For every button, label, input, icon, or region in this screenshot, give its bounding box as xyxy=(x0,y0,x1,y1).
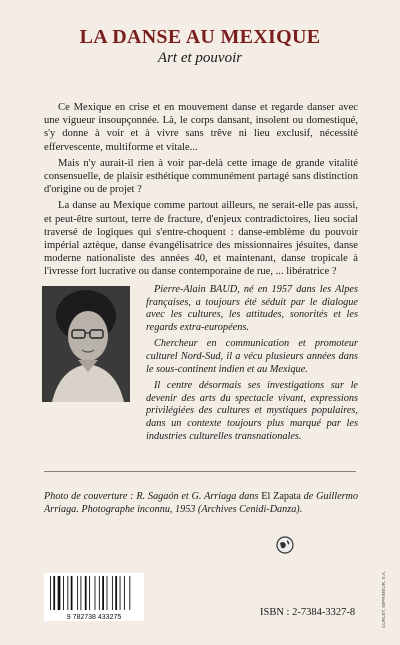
author-photo xyxy=(42,286,130,402)
barcode-number: 9 782738 433275 xyxy=(66,614,122,621)
blurb-paragraph: Ce Mexique en crise et en mouvement danse et regarde danser avec une vigueur insoupçonnée. Là, le corps dansant, insolent ou domestiqué, s'y donne à voir et à vivre sans trêve ni lieu exclusif, nécessité effervescente, multiforme et vitale... xyxy=(44,102,358,153)
author-bio xyxy=(146,284,358,447)
blurb xyxy=(44,101,358,282)
divider xyxy=(44,471,356,472)
blurb-paragraph: Mais n'y aurait-il rien à voir par-delà cette image de grande vitalité consensuelle, de plaisir esthétique communément partagé sans distinction d'origine ou de projet ? xyxy=(44,157,358,196)
credit-text: Photo de couverture : R. Sagaón et G. Arriaga dans xyxy=(44,491,262,502)
credit-film-title: El Zapata xyxy=(261,491,301,502)
credit-text: de Guillermo Arriaga. Photographe inconnu, 1953 (Archives Cenidi-Danza). xyxy=(44,491,359,515)
isbn: ISBN : 2-7384-3327-8 xyxy=(260,607,356,618)
bio-paragraph: Il centre désormais ses investigations sur le devenir des arts du spectacle vivant, expressions privilégiées des cultures et mystiques populaires, dans un contexte toujours plus marqué par les industries culturelles transnationales. xyxy=(146,380,358,442)
bio-paragraph: Pierre-Alain BAUD, né en 1957 dans les Alpes françaises, a toujours été séduit par le dialogue avec les cultures, les attitudes, sonorités et les regards extra-européens. xyxy=(146,284,358,333)
cover-photo-credit xyxy=(44,490,358,516)
book-subtitle: Art et pouvoir xyxy=(157,50,243,66)
blurb-paragraph: La danse au Mexique comme partout ailleurs, ne serait-elle pas aussi, et peut-être surtout, terre de fracture, d'enjeux contradictoires, lieu social traversé de logiques qui s'entre-choquent : danse-emblème du pouvoir impérial aztèque, danse évangélisatrice des missionnaires jésuites, danse moderne nationaliste des années 40, et maintenant, danse tropicale à l'ivresse fort lucrative ou danse contemporaine de rue, ... libératrice ? xyxy=(44,200,358,278)
bio-paragraph: Chercheur en communication et promoteur culturel Nord-Sud, il a vécu plusieurs années dans le sous-continent indien et au Mexique. xyxy=(146,338,358,375)
publisher-globe-icon xyxy=(276,536,294,554)
book-title: LA DANSE AU MEXIQUE xyxy=(79,26,321,48)
printer-note: CORLET, IMPRIMEUR, S.A. xyxy=(381,570,386,628)
barcode-icon xyxy=(44,573,144,621)
